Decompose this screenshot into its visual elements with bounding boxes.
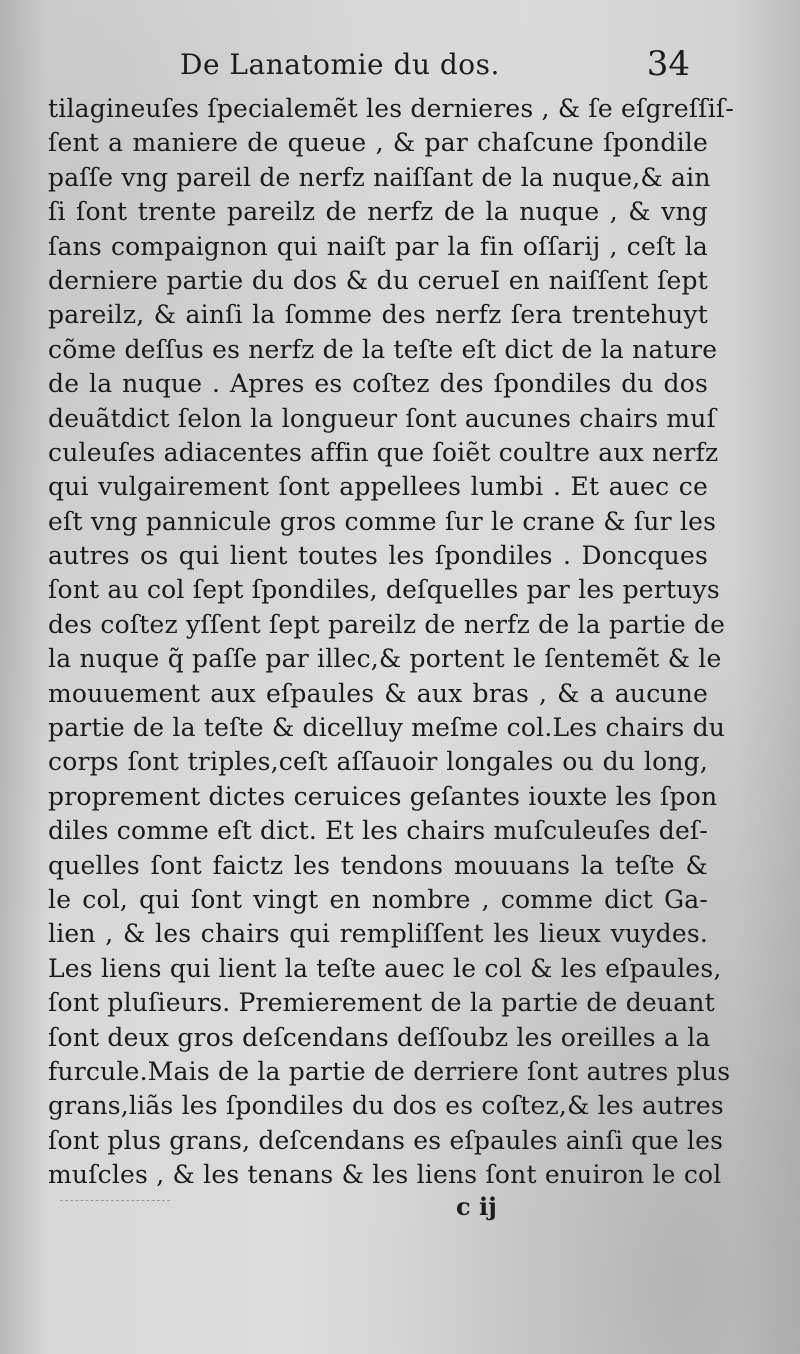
text-line: Les liens qui lient la teſte auec le col & les eſpaules,	[48, 953, 722, 983]
text-line: ſont pluſieurs. Premierement de la partie de deuant	[48, 988, 715, 1018]
text-line: mouuement aux eſpaules & aux bras , & a aucune	[48, 678, 708, 708]
text-line: tilagineuſes ſpecialemẽt les dernieres , & ſe eſgreſſiſ-	[48, 94, 735, 123]
running-head	[60, 44, 700, 86]
signature-mark: c ij	[456, 1192, 497, 1221]
faint-rule	[60, 1200, 170, 1202]
running-title: De Lanatomie du dos.	[180, 48, 500, 81]
text-line: grans,liãs les ſpondiles du dos es coſtez,& les autres	[48, 1091, 724, 1121]
text-line: ſans compaignon qui naiſt par la fin oſſarij , ceſt la	[48, 231, 708, 261]
text-line: ſent a maniere de queue , & par chaſcune ſpondile	[48, 128, 708, 158]
text-line: eſt vng pannicule gros comme ſur le crane & ſur les	[48, 506, 717, 536]
text-line: autres os qui lient toutes les ſpondiles . Doncques	[48, 541, 708, 571]
page-number: 34	[646, 44, 690, 84]
text-line: partie de la teſte & dicelluy meſme col.Les chairs du	[48, 713, 726, 743]
text-line: proprement dictes ceruices geſantes iouxte les ſpon	[48, 781, 718, 811]
text-line: derniere partie du dos & du cerueI en naiſſent ſept	[48, 265, 708, 295]
text-line: de la nuque . Apres es coſtez des ſpondiles du dos	[48, 369, 708, 399]
text-line: muſcles , & les tenans & les liens ſont enuiron le col	[48, 1160, 722, 1190]
text-line: corps ſont triples,ceſt aſſauoir longales ou du long,	[48, 747, 708, 777]
body-text	[48, 92, 735, 1193]
text-line: pareilz, & ainſi la ſomme des nerfz ſera trentehuyt	[48, 300, 708, 330]
text-line: diles comme eſt dict. Et les chairs muſculeuſes deſ-	[48, 816, 709, 846]
text-line: deuãtdict ſelon la longueur ſont aucunes chairs muſ	[48, 403, 717, 433]
text-line: ſont deux gros deſcendans deſſoubz les oreilles a la	[48, 1022, 711, 1052]
text-line: furcule.Mais de la partie de derriere ſont autres plus	[48, 1056, 731, 1086]
text-line: ſont au col ſept ſpondiles, deſquelles par les pertuys	[48, 575, 720, 605]
text-line: la nuque q̃ paſſe par illec,& portent le ſentemẽt & le	[48, 644, 722, 674]
text-line: paſſe vng pareil de nerfz naiſſant de la nuque,& ain	[48, 162, 711, 192]
text-line: le col, qui ſont vingt en nombre , comme dict Ga-	[48, 884, 708, 914]
text-line: ſont plus grans, deſcendans es eſpaules ainſi que les	[48, 1125, 724, 1155]
text-line: des coſtez yſſent ſept pareilz de nerfz de la partie de	[48, 609, 726, 639]
text-line: cõme deſſus es nerfz de la teſte eſt dict de la nature	[48, 334, 718, 364]
text-line: lien , & les chairs qui rempliſſent les lieux vuydes.	[48, 919, 708, 949]
text-line: culeuſes adiacentes affin que ſoiẽt coultre aux nerfz	[48, 437, 719, 467]
text-line: ſi ſont trente pareilz de nerfz de la nuque , & vng	[48, 197, 708, 227]
text-line: quelles ſont faictz les tendons mouuans la teſte &	[48, 850, 708, 880]
text-line: qui vulgairement ſont appellees lumbi . Et auec ce	[48, 472, 708, 502]
